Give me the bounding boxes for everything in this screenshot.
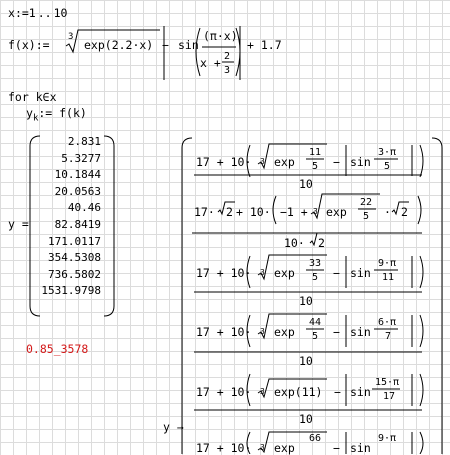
function-lhs: f(x)	[8, 38, 36, 52]
loop-body-rhs: := f(k)	[38, 106, 87, 120]
sin-den: 11	[382, 272, 395, 283]
sin-num: 9·π	[378, 433, 397, 444]
y-vector-value: 2.831	[67, 135, 101, 148]
range-dots: ..	[37, 6, 52, 20]
range-var: x	[8, 6, 15, 20]
frac-num: 11	[309, 147, 322, 158]
sym-row-5-lead: 17 + 10·	[196, 385, 252, 399]
frac-three: 3	[224, 65, 231, 76]
sin-denominator-x: x +	[200, 56, 221, 70]
symbolic-eval-label: y →	[163, 420, 184, 434]
sin-func: sin	[350, 325, 371, 339]
in-symbol: ∈	[42, 90, 50, 104]
sin-num: 3·π	[378, 147, 397, 158]
sin-func: sin	[350, 385, 371, 399]
frac-two: 2	[224, 51, 231, 62]
red-evaluation-text[interactable]: 0.85_3578	[26, 342, 89, 356]
y-vector-value: 10.1844	[54, 168, 101, 182]
minus-one-plus: −1 +	[280, 205, 308, 219]
sin-num: 6·π	[378, 317, 397, 328]
row-denominator: 10	[299, 177, 313, 191]
range-definition[interactable]	[8, 6, 67, 20]
root-index: 3	[313, 207, 318, 216]
exp-func: exp	[274, 266, 295, 280]
root-index: 3	[260, 443, 265, 452]
y-vector-label: y =	[8, 217, 29, 231]
sym-row-2-lead: 17·	[194, 205, 215, 219]
y-vector-value: 82.8419	[54, 218, 101, 231]
sin-den: 5	[384, 161, 391, 172]
exp-func: exp(11)	[274, 385, 323, 399]
loop-body-lhs: y	[26, 106, 33, 120]
sin-numerator: (π·x)	[203, 29, 238, 43]
y-vector-value: 354.5308	[48, 251, 101, 265]
frac-num: 44	[309, 317, 322, 328]
sin-func: sin	[350, 441, 371, 455]
loop-body[interactable]	[26, 106, 87, 125]
plus-constant: + 1.7	[247, 38, 282, 52]
range-end: 10	[53, 6, 68, 20]
y-vector-value: 5.3277	[61, 151, 101, 165]
row-denominator: 10	[299, 294, 313, 308]
exp-func: exp	[326, 205, 347, 219]
minus-op: −	[162, 38, 169, 52]
sym-row-1-lead: 17 + 10·	[196, 155, 252, 169]
y-vector-value: 20.0563	[54, 184, 101, 198]
y-vector-value: 40.46	[67, 201, 101, 215]
minus-op: −	[333, 155, 340, 169]
assign-op: :=	[35, 38, 50, 52]
sym-row-4-lead: 17 + 10·	[196, 325, 252, 339]
frac-den: 5	[363, 211, 370, 222]
root-index: 3	[260, 387, 265, 396]
for-loop-header[interactable]	[8, 90, 57, 104]
loop-var: k	[35, 90, 43, 104]
minus-op: −	[333, 325, 340, 339]
row-denominator: 10	[299, 412, 313, 426]
sin-func: sin	[350, 155, 371, 169]
frac-den: 5	[312, 331, 319, 342]
range-start: 1	[28, 6, 36, 20]
loop-body-subscript: k	[32, 113, 39, 124]
y-vector-value: 1531.9798	[41, 284, 101, 298]
root-index: 3	[260, 268, 265, 277]
y-vector-value: 736.5802	[48, 267, 101, 281]
assign-op: :=	[14, 6, 29, 20]
frac-num: 66	[309, 433, 322, 444]
root-index: 3	[68, 32, 74, 42]
frac-num: 33	[309, 258, 322, 269]
times-dot: ·	[384, 205, 391, 219]
minus-op: −	[333, 266, 340, 280]
sqrt2: 2	[226, 205, 233, 219]
sqrt2: 2	[401, 205, 408, 219]
sin-den: 17	[383, 391, 396, 402]
row-denominator: 10	[299, 354, 313, 368]
loop-range: x	[49, 90, 57, 104]
frac-den: 5	[312, 272, 319, 283]
minus-op: −	[334, 385, 341, 399]
root-index: 3	[260, 157, 265, 166]
exp-func: exp	[274, 155, 295, 169]
plus-ten: + 10·	[236, 205, 271, 219]
sin-num: 15·π	[375, 377, 400, 388]
frac-den: 5	[312, 161, 319, 172]
sin-den: 7	[385, 331, 392, 342]
row-denominator: 10·	[284, 236, 305, 250]
exp-func: exp	[274, 441, 295, 455]
sym-row-3-lead: 17 + 10·	[196, 266, 252, 280]
root-index: 3	[260, 327, 265, 336]
exp-argument: exp(2.2·x)	[84, 38, 154, 52]
sqrt2: 2	[318, 236, 325, 250]
frac-num: 22	[360, 197, 373, 208]
minus-op: −	[333, 441, 340, 455]
exp-func: exp	[274, 325, 295, 339]
sym-row-6-lead: 17 + 10·	[196, 441, 252, 455]
sin-func: sin	[350, 266, 371, 280]
for-keyword: for	[8, 90, 29, 104]
sin-func: sin	[178, 38, 199, 52]
sin-num: 9·π	[378, 258, 397, 269]
y-vector-value: 171.0117	[48, 234, 101, 248]
